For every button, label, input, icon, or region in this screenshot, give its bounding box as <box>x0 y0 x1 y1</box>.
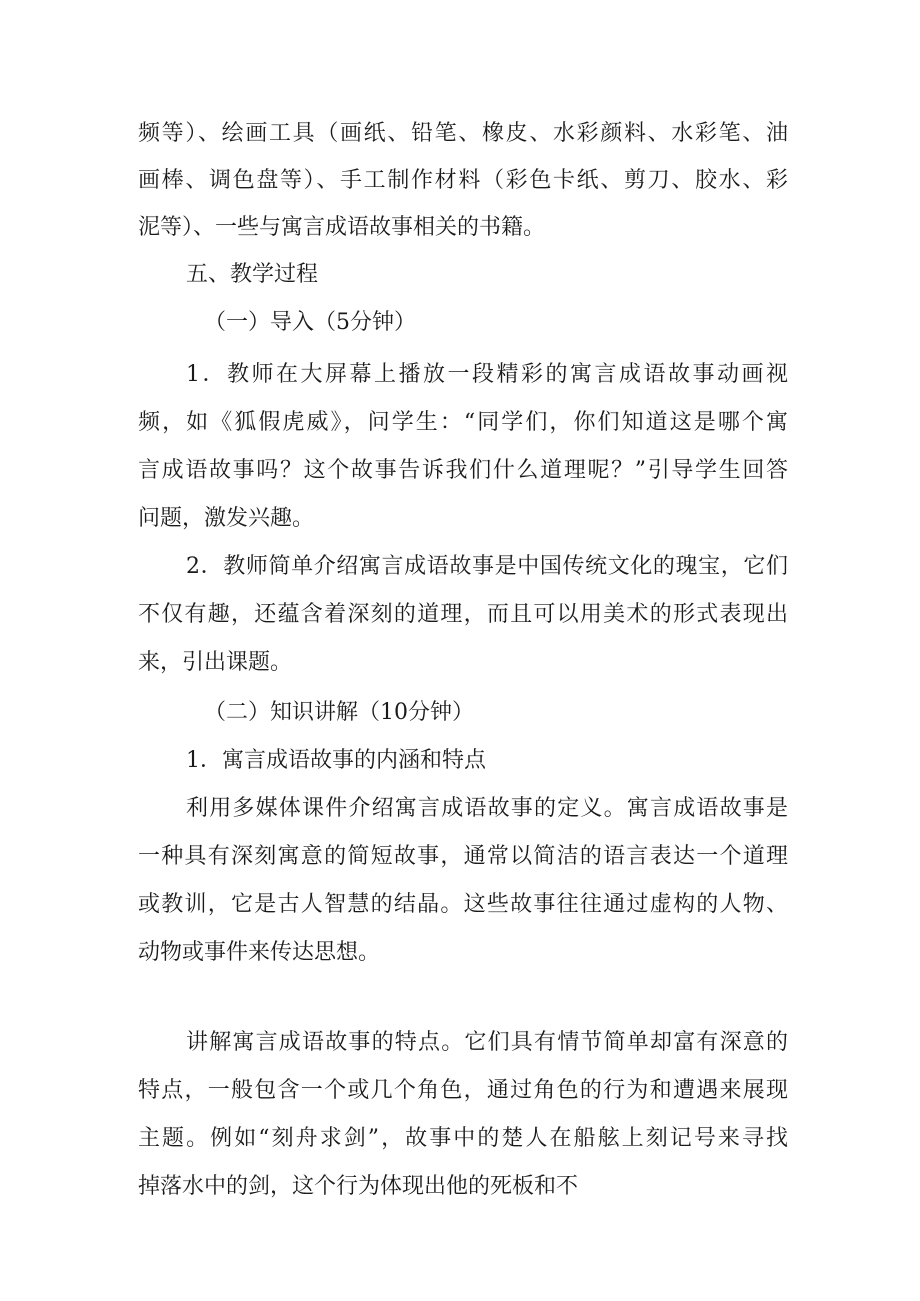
text-line: 不仅有趣，还蕴含着深刻的道理，而且可以用美术的形式表现出 <box>138 602 788 627</box>
text-line: 讲解寓言成语故事的特点。它们具有情节简单却富有深意的 <box>186 1030 788 1055</box>
subsection-heading: （一）导入（5分钟） <box>204 310 416 335</box>
text-line: 利用多媒体课件介绍寓言成语故事的定义。寓言成语故事是 <box>186 796 788 821</box>
item-heading: 1．寓言成语故事的内涵和特点 <box>186 748 486 773</box>
text-line: 画棒、调色盘等）、手工制作材料（彩色卡纸、剪刀、胶水、彩 <box>138 168 788 193</box>
text-line: 或教训，它是古人智慧的结晶。这些故事往往通过虚构的人物、 <box>138 892 788 917</box>
text-line: 掉落水中的剑，这个行为体现出他的死板和不 <box>138 1174 579 1199</box>
text-line: 动物或事件来传达思想。 <box>138 940 381 965</box>
text-line: 泥等）、一些与寓言成语故事相关的书籍。 <box>138 215 546 240</box>
section-heading: 五、教学过程 <box>186 262 319 287</box>
subsection-heading: （二）知识讲解（10分钟） <box>204 700 474 725</box>
text-line: 问题，激发兴趣。 <box>138 506 315 531</box>
text-line: 频等）、绘画工具（画纸、铅笔、橡皮、水彩颜料、水彩笔、油 <box>138 121 788 146</box>
text-line: 一种具有深刻寓意的简短故事，通常以简洁的语言表达一个道理 <box>138 844 788 869</box>
text-line: 来，引出课题。 <box>138 650 293 675</box>
text-line: 2．教师简单介绍寓言成语故事是中国传统文化的瑰宝，它们 <box>186 554 788 579</box>
text-line: 特点，一般包含一个或几个角色，通过角色的行为和遭遇来展现 <box>138 1078 788 1103</box>
text-line: 1．教师在大屏幕上播放一段精彩的寓言成语故事动画视 <box>186 362 788 387</box>
text-line: 频，如《狐假虎威》，问学生：“同学们，你们知道这是哪个寓 <box>138 410 788 435</box>
text-line: 主题。例如“刻舟求剑”，故事中的楚人在船舷上刻记号来寻找 <box>138 1126 788 1151</box>
text-line: 言成语故事吗？这个故事告诉我们什么道理呢？”引导学生回答 <box>138 458 788 483</box>
